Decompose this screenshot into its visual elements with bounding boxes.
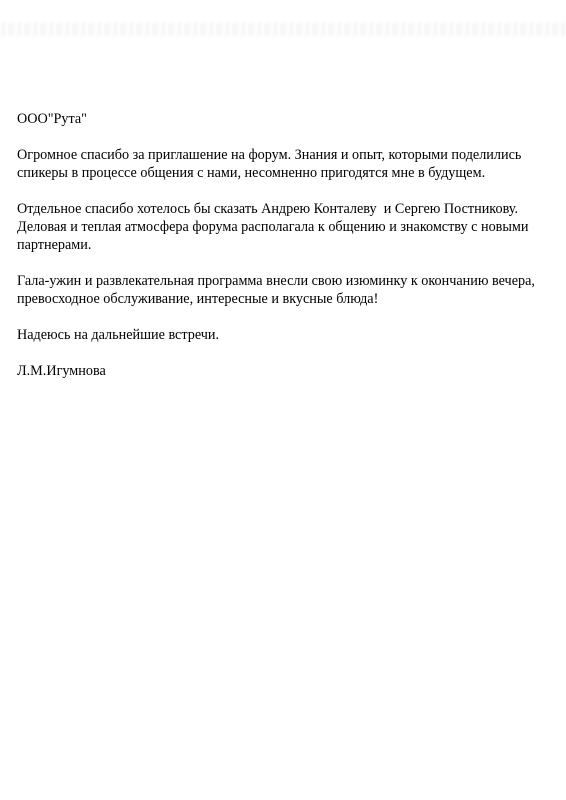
paragraph-gala-line-2: превосходное обслуживание, интересные и вкусные блюда!: [17, 291, 379, 307]
paragraph-gala: [17, 272, 557, 308]
signature: Л.М.Игумнова: [17, 363, 106, 379]
paragraph-thanks-line-1: Огромное спасибо за приглашение на форум. Знания и опыт, которыми поделились: [17, 147, 522, 163]
paragraph-closing: Надеюсь на дальнейшие встречи.: [17, 327, 220, 343]
scan-noise-strip: [0, 22, 566, 36]
paragraph-speakers: [17, 200, 557, 254]
paragraph-gala-line-1: Гала-ужин и развлекательная программа внесли свою изюминку к окончанию вечера,: [17, 273, 535, 289]
paragraph-thanks: [17, 146, 557, 182]
paragraph-thanks-line-2: спикеры в процессе общения с нами, несомненно пригодятся мне в будущем.: [17, 165, 486, 181]
paragraph-speakers-line-1: Отдельное спасибо хотелось бы сказать Андрею Конталеву и Сергею Постникову.: [17, 201, 519, 217]
letter-body: [17, 110, 557, 398]
company-name: ООО"Рута": [17, 111, 87, 127]
paragraph-speakers-line-3: партнерами.: [17, 237, 92, 253]
paragraph-speakers-line-2: Деловая и теплая атмосфера форума располагала к общению и знакомству с новыми: [17, 219, 529, 235]
